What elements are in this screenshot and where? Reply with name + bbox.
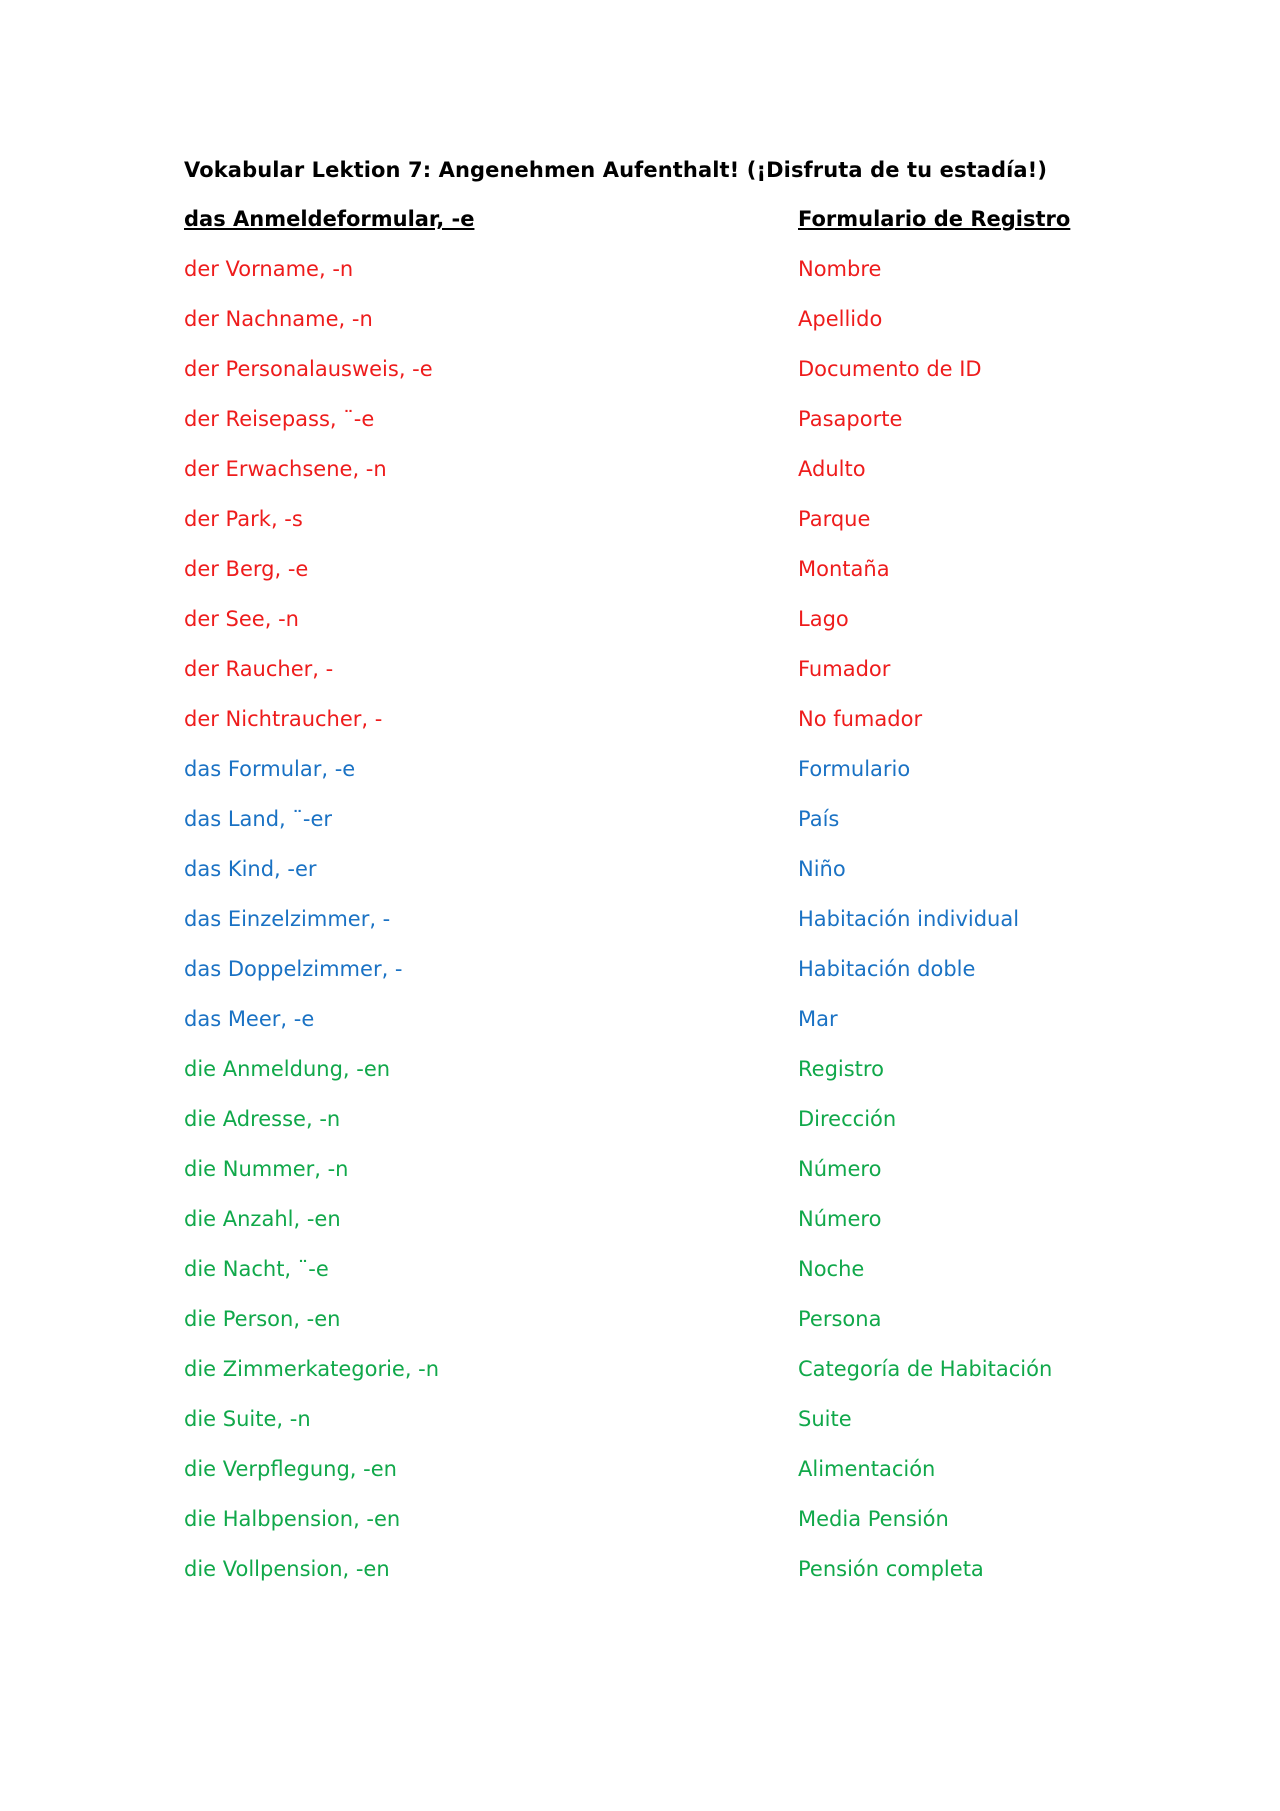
vocab-spanish: Apellido [798,307,883,331]
page-title: Vokabular Lektion 7: Angenehmen Aufenthalt! (¡Disfruta de tu estadía!) [184,158,1048,182]
vocab-spanish: Habitación doble [798,957,976,981]
vocab-spanish: Noche [798,1257,865,1281]
vocab-german: die Verpflegung, -en [184,1457,397,1481]
vocab-spanish: Dirección [798,1107,897,1131]
vocab-german: die Anzahl, -en [184,1207,341,1231]
vocab-list [184,257,1084,1607]
vocab-german: die Anmeldung, -en [184,1057,391,1081]
vocab-spanish: País [798,807,840,831]
vocab-spanish: No fumador [798,707,923,731]
vocab-row [184,857,1084,907]
vocab-row [184,807,1084,857]
vocab-spanish: Niño [798,857,846,881]
vocab-row [184,1307,1084,1357]
vocab-spanish: Persona [798,1307,882,1331]
vocab-german: der Erwachsene, -n [184,457,387,481]
vocab-spanish: Media Pensión [798,1507,949,1531]
vocab-row [184,1257,1084,1307]
vocab-row [184,1057,1084,1107]
vocab-row [184,1507,1084,1557]
vocab-german: der Park, -s [184,507,303,531]
vocab-spanish: Lago [798,607,849,631]
vocab-spanish: Pasaporte [798,407,903,431]
vocab-german: die Person, -en [184,1307,341,1331]
vocab-spanish: Documento de ID [798,357,982,381]
vocab-spanish: Categoría de Habitación [798,1357,1053,1381]
vocab-spanish: Adulto [798,457,866,481]
vocab-spanish: Habitación individual [798,907,1020,931]
vocab-spanish: Formulario [798,757,911,781]
vocab-row [184,1157,1084,1207]
vocab-german: das Land, ¨-er [184,807,333,831]
vocab-row [184,1007,1084,1057]
vocab-german: der Nichtraucher, - [184,707,383,731]
vocab-row [184,607,1084,657]
vocab-german: die Halbpension, -en [184,1507,401,1531]
vocab-german: die Adresse, -n [184,1107,341,1131]
vocab-row [184,1457,1084,1507]
vocab-row [184,357,1084,407]
vocab-row [184,257,1084,307]
vocab-german: der Raucher, - [184,657,334,681]
vocab-row [184,1407,1084,1457]
vocab-german: die Vollpension, -en [184,1557,390,1581]
vocab-spanish: Alimentación [798,1457,936,1481]
vocab-german: der Personalausweis, -e [184,357,433,381]
vocab-german: die Zimmerkategorie, -n [184,1357,440,1381]
vocab-german: das Einzelzimmer, - [184,907,391,931]
vocab-spanish: Registro [798,1057,884,1081]
vocab-spanish: Nombre [798,257,882,281]
vocab-german: die Nacht, ¨-e [184,1257,329,1281]
vocab-row [184,1207,1084,1257]
vocab-german: das Formular, -e [184,757,356,781]
vocab-german: der Reisepass, ¨-e [184,407,375,431]
vocab-german: der Berg, -e [184,557,309,581]
vocab-spanish: Mar [798,1007,838,1031]
vocab-german: der Vorname, -n [184,257,354,281]
vocab-spanish: Pensión completa [798,1557,984,1581]
vocab-german: der See, -n [184,607,299,631]
vocab-row [184,507,1084,557]
vocab-row [184,557,1084,607]
vocab-spanish: Número [798,1207,882,1231]
vocab-german: die Suite, -n [184,1407,311,1431]
vocab-row [184,657,1084,707]
vocab-row [184,1557,1084,1607]
vocab-spanish: Parque [798,507,871,531]
vocab-german: das Meer, -e [184,1007,315,1031]
vocab-row [184,907,1084,957]
vocab-german: das Kind, -er [184,857,317,881]
vocab-spanish: Suite [798,1407,852,1431]
header-spanish: Formulario de Registro [798,207,1071,231]
vocab-spanish: Número [798,1157,882,1181]
vocab-row [184,757,1084,807]
vocab-spanish: Montaña [798,557,890,581]
vocab-row [184,707,1084,757]
vocab-header-row [184,207,1084,237]
vocab-german: der Nachname, -n [184,307,373,331]
vocab-row [184,1107,1084,1157]
vocab-german: das Doppelzimmer, - [184,957,403,981]
vocab-row [184,1357,1084,1407]
vocab-german: die Nummer, -n [184,1157,349,1181]
vocab-spanish: Fumador [798,657,891,681]
header-german: das Anmeldeformular, -e [184,207,475,231]
vocab-row [184,407,1084,457]
vocab-row [184,957,1084,1007]
vocab-row [184,307,1084,357]
vocab-row [184,457,1084,507]
